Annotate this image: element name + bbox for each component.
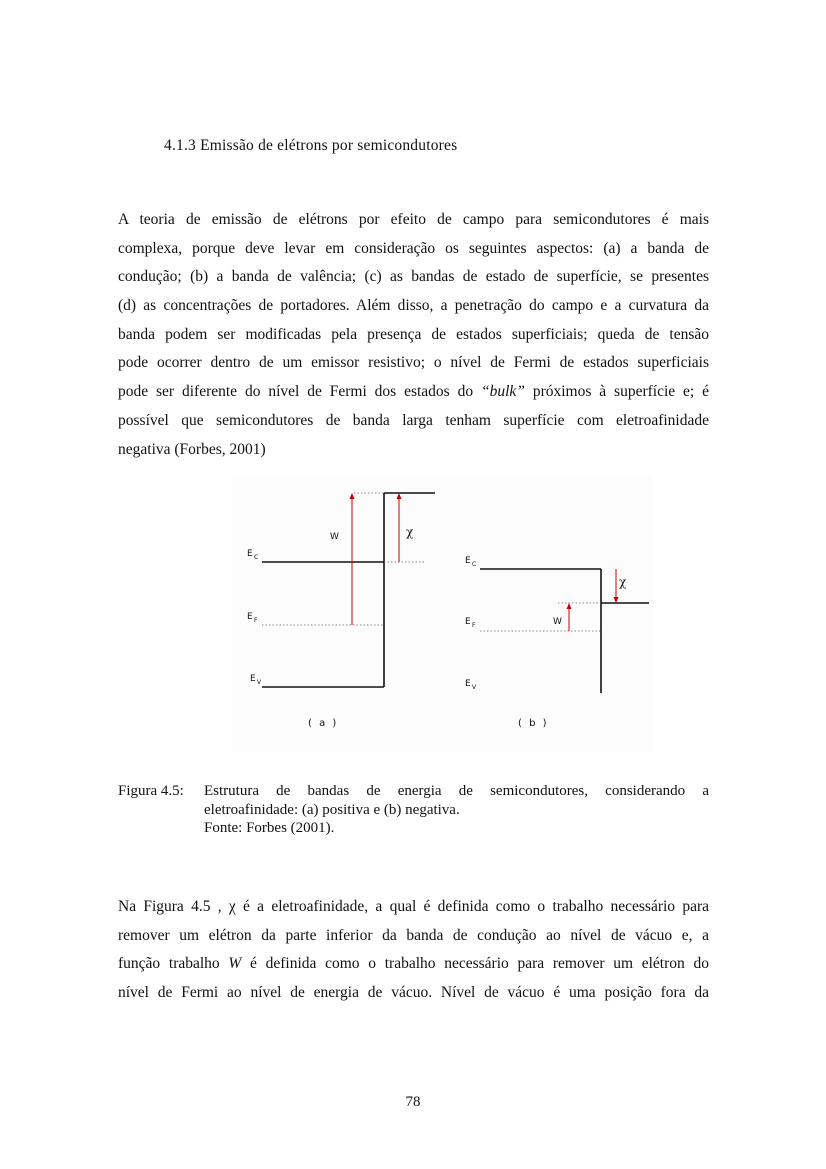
paragraph-text: função trabalho (118, 955, 229, 973)
label-ec-sub: C (254, 554, 259, 561)
page-number: 78 (405, 1094, 421, 1110)
band-structure-figure (232, 476, 654, 752)
paragraph-line: A teoria de emissão de elétrons por efeito de campo para semicondutores é mais (118, 211, 709, 228)
paragraph-line: banda podem ser modificadas pela presença de estados superficiais; queda de tensão (118, 325, 709, 343)
label-ef-sub: F (254, 617, 258, 624)
label-ef: E (247, 612, 253, 622)
bulk-term: “bulk” (481, 383, 525, 401)
label-ev-sub: V (257, 679, 262, 686)
paragraph-line: possível que semicondutores de banda larga tenham superfície com eletroafinidade (118, 411, 709, 429)
label-ev: E (465, 679, 471, 689)
caption-source: Fonte: Forbes (2001). (204, 820, 335, 836)
paragraph-line: negativa (Forbes, 2001) (118, 440, 266, 458)
paragraph-line: nível de Fermi ao nível de energia de vácuo. Nível de vácuo é uma posição fora da (118, 984, 709, 1002)
panel-a (247, 493, 435, 729)
arrow-head-icon (567, 603, 572, 609)
arrow-head-icon (614, 597, 619, 603)
w-symbol: W (228, 955, 242, 973)
label-chi: χ (619, 575, 627, 589)
paragraph-text: próximos à superfície e; é (524, 383, 709, 401)
caption-label: Figura 4.5: (118, 783, 184, 799)
paragraph-line (118, 950, 709, 979)
paragraph-line (118, 893, 709, 922)
paragraph-line: complexa, porque deve levar em consideração os seguintes aspectos: (a) a banda de (118, 239, 709, 257)
section-heading: 4.1.3 Emissão de elétrons por semicondutores (164, 137, 458, 154)
label-w: W (553, 617, 562, 627)
label-ec: E (247, 549, 253, 559)
paragraph-line: remover um elétron da parte inferior da banda de condução ao nível de vácuo e, a (118, 926, 709, 944)
paragraph-text: Na Figura 4.5 , (118, 898, 229, 915)
panel-b (465, 556, 649, 729)
label-ef: E (465, 617, 471, 627)
chi-symbol: χ (228, 898, 236, 915)
caption-line: Estrutura de bandas de energia de semicondutores, considerando a (204, 783, 709, 799)
label-ec-sub: C (472, 561, 477, 568)
paragraph-text: pode ser diferente do nível de Fermi dos estados do (118, 383, 474, 401)
panel-a-label: ( a ) (308, 718, 339, 729)
label-w: W (330, 532, 339, 542)
label-ev-sub: V (472, 684, 477, 691)
paragraph-definition (118, 893, 709, 1008)
label-ef-sub: F (472, 622, 476, 629)
paragraph-text: é definida como o trabalho necessário para remover um elétron do (241, 955, 709, 973)
label-chi: χ (406, 525, 414, 539)
panel-b-label: ( b ) (518, 718, 549, 729)
arrow-head-icon (397, 493, 402, 499)
band-diagram (232, 476, 654, 752)
paragraph-line: (d) as concentrações de portadores. Além disso, a penetração do campo e a curvatura da (118, 297, 709, 315)
arrow-head-icon (350, 493, 355, 499)
paragraph-intro (118, 206, 709, 464)
paragraph-line: condução; (b) a banda de valência; (c) as bandas de estado de superfície, se presentes (118, 268, 709, 286)
label-ev: E (250, 674, 256, 684)
label-ec: E (465, 556, 471, 566)
paragraph-line: pode ocorrer dentro de um emissor resistivo; o nível de Fermi de estados superficiais (118, 354, 709, 372)
paragraph-text: é a eletroafinidade, a qual é definida como o trabalho necessário para (235, 898, 709, 915)
caption-body (204, 782, 709, 838)
caption-line: eletroafinidade: (a) positiva e (b) negativa. (204, 801, 460, 818)
paragraph-line (118, 378, 709, 407)
